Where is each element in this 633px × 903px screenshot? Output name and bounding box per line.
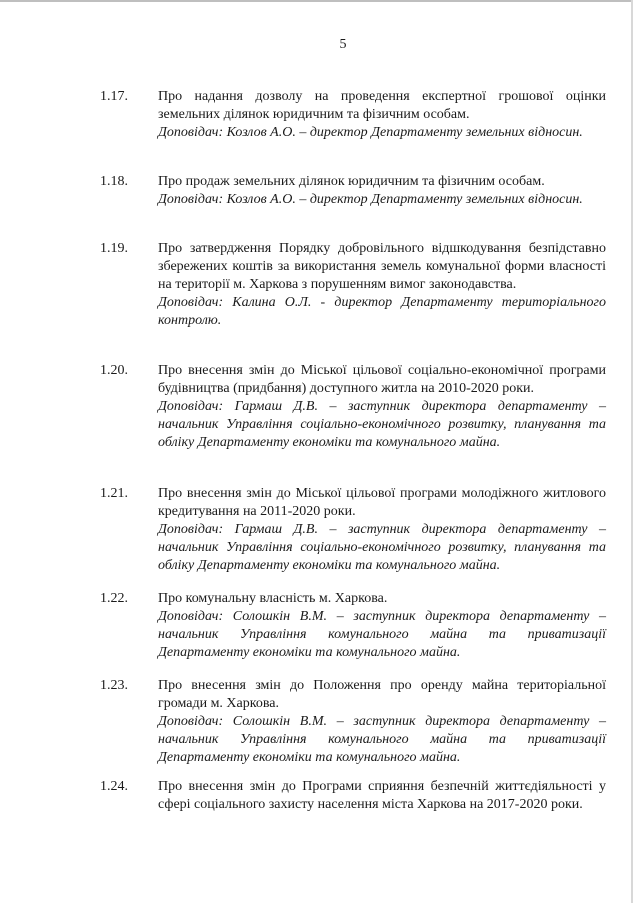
page-number: 5 [339,37,347,52]
item-body [158,590,606,662]
item-title: Про затвердження Порядку добровільного відшкодування безпідставно збережених коштів за використання земель комунальної форми власності на території м. Харкова з порушенням вимог законодавства. [158,241,606,292]
item-body [158,362,606,452]
item-title: Про надання дозволу на проведення експертної грошової оцінки земельних ділянок юридичним та фізичним особам. [158,89,606,122]
item-number: 1.23. [100,678,128,693]
item-speaker: Доповідач: Гармаш Д.В. – заступник директора департаменту – начальник Управління соціально-економічного розвитку, планування та обліку Департаменту економіки та комунального майна. [158,522,606,573]
top-scan-edge [0,0,633,2]
item-title: Про внесення змін до Положення про оренду майна територіальної громади м. Харкова. [158,678,606,711]
item-body [158,677,606,767]
item-speaker: Доповідач: Гармаш Д.В. – заступник директора департаменту – начальник Управління соціально-економічного розвитку, планування та обліку Департаменту економіки та комунального майна. [158,399,606,450]
item-body [158,778,606,814]
item-title: Про внесення змін до Міської цільової соціально-економічної програми будівництва (придбання) доступного житла на 2010-2020 роки. [158,363,606,396]
item-body [158,88,606,142]
item-speaker: Доповідач: Солошкін В.М. – заступник директора департаменту – начальник Управління комунального майна та приватизації Департаменту економіки та комунального майна. [158,609,606,660]
item-speaker: Доповідач: Козлов А.О. – директор Департаменту земельних відносин. [158,125,583,140]
item-body [158,240,606,330]
item-number: 1.17. [100,89,128,104]
item-body [158,173,606,209]
item-number: 1.24. [100,779,128,794]
item-speaker: Доповідач: Козлов А.О. – директор Департаменту земельних відносин. [158,192,583,207]
item-body [158,485,606,575]
item-title: Про комунальну власність м. Харкова. [158,591,388,606]
item-number: 1.18. [100,174,128,189]
item-speaker: Доповідач: Солошкін В.М. – заступник директора департаменту – начальник Управління комунального майна та приватизації Департаменту економіки та комунального майна. [158,714,606,765]
item-title: Про внесення змін до Програми сприяння безпечній життєдіяльності у сфері соціального захисту населення міста Харкова на 2017-2020 роки. [158,779,606,812]
item-number: 1.20. [100,363,128,378]
item-title: Про продаж земельних ділянок юридичним та фізичним особам. [158,174,545,189]
item-title: Про внесення змін до Міської цільової програми молодіжного житлового кредитування на 2011-2020 роки. [158,486,606,519]
item-speaker: Доповідач: Калина О.Л. - директор Департаменту територіального контролю. [158,295,606,328]
item-number: 1.22. [100,591,128,606]
item-number: 1.21. [100,486,128,501]
item-number: 1.19. [100,241,128,256]
